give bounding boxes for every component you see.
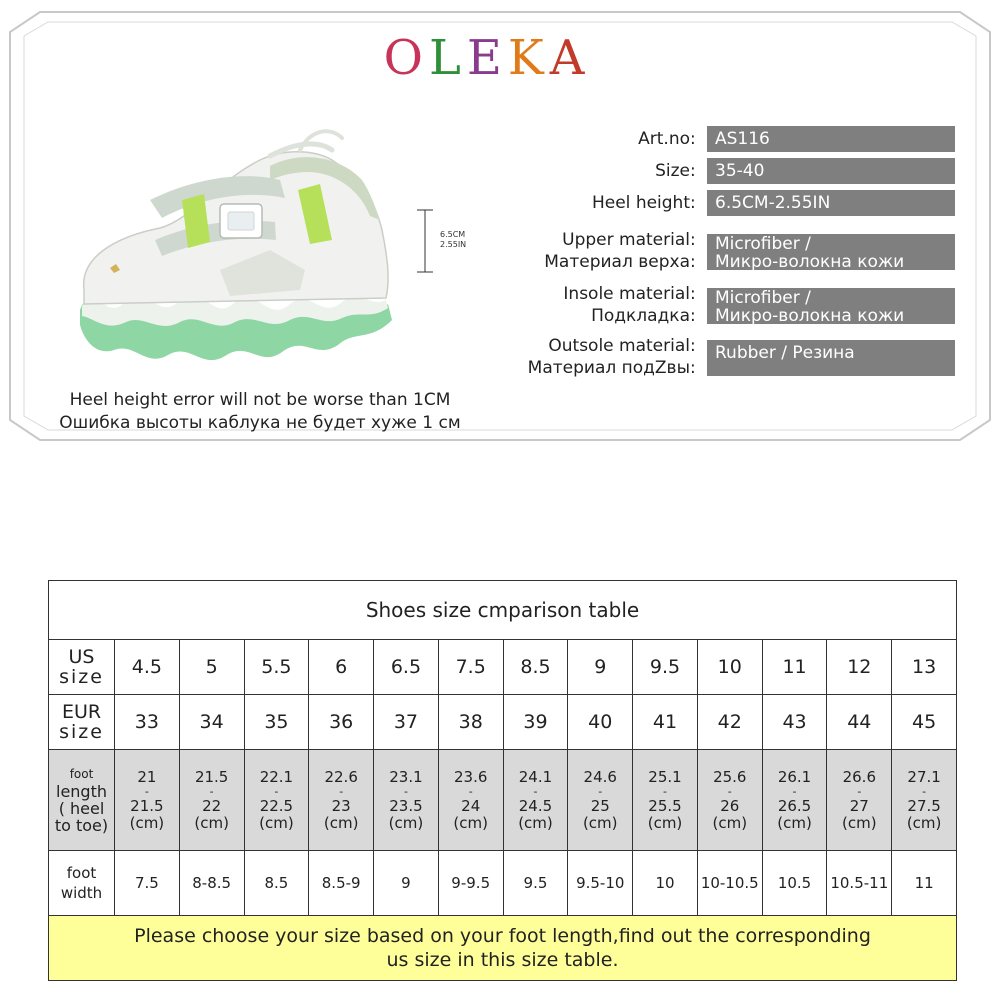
- spec-value-line: Микро-волокна кожи: [715, 306, 905, 326]
- foot-length-value: (cm): [842, 813, 877, 832]
- spec-colon: :: [690, 230, 696, 250]
- foot-length-cell: [762, 750, 827, 851]
- brand-logo: [372, 28, 602, 88]
- spec-value-line: Rubber / Резина: [715, 343, 855, 363]
- us-size-cell: 6.5: [374, 640, 439, 695]
- foot-length-value: (cm): [388, 813, 424, 832]
- us-size-cell: 9: [568, 640, 633, 695]
- eur-size-cell: 41: [633, 695, 698, 750]
- spec-value-line: Microfiber /: [715, 288, 811, 308]
- foot-width-cell: 11: [892, 851, 957, 916]
- us-size-cell: 10: [697, 640, 762, 695]
- foot-length-value: 23.5: [389, 796, 423, 815]
- foot-length-value: (cm): [259, 813, 294, 832]
- us-size-cell: 5.5: [244, 640, 309, 695]
- us-size-cell: 7.5: [438, 640, 503, 695]
- foot-length-value: (cm): [582, 813, 618, 832]
- foot-length-value: 27.5: [907, 796, 941, 815]
- foot-length-value: 25.6: [713, 767, 747, 786]
- spec-colon: :: [690, 306, 696, 326]
- spec-label: [544, 230, 690, 274]
- heel-error-note-en: Heel height error will not be worse than 1CM: [69, 390, 451, 410]
- foot-width-header: [49, 851, 115, 916]
- foot-length-cell: [633, 750, 698, 851]
- spec-label: [528, 336, 690, 380]
- us-size-row: [49, 640, 957, 695]
- foot-length-value: (cm): [518, 813, 553, 832]
- foot-length-cell: [309, 750, 374, 851]
- foot-length-value: 26.5: [777, 796, 812, 815]
- spec-colon: :: [690, 129, 696, 149]
- foot-length-cell: [438, 750, 503, 851]
- size-table-title: Shoes size cmparison table: [49, 581, 957, 640]
- foot-width-cell: 8.5-9: [309, 851, 374, 916]
- brand-logo-letter: A: [549, 30, 591, 86]
- spec-value-line: AS116: [715, 129, 770, 149]
- us-size-header: [49, 640, 115, 695]
- spec-value-box: [707, 234, 955, 270]
- us-size-cell: 9.5: [633, 640, 698, 695]
- heel-height-cm: 6.5CM: [440, 230, 466, 239]
- eur-size-row: [49, 695, 957, 750]
- spec-colon: :: [690, 193, 696, 213]
- spec-value-box: [707, 158, 955, 184]
- foot-length-value: -: [727, 784, 732, 798]
- foot-length-value: 23: [331, 796, 351, 815]
- us-size-cell: 5: [179, 640, 244, 695]
- spec-value-line: Microfiber /: [715, 234, 811, 254]
- foot-length-value: 27.1: [907, 767, 941, 786]
- size-advice-note: [49, 916, 957, 981]
- eur-size-cell: 36: [309, 695, 374, 750]
- foot-length-value: 25.1: [648, 767, 682, 786]
- foot-length-value: -: [403, 784, 408, 798]
- foot-width-cell: 9.5: [503, 851, 568, 916]
- us-size-header-line: US: [68, 646, 95, 668]
- us-size-cell: 8.5: [503, 640, 568, 695]
- spec-label-line: Материал подZвы: [527, 358, 690, 378]
- foot-length-value: 25: [590, 796, 610, 815]
- foot-length-value: 22: [202, 796, 222, 815]
- foot-length-cell: [115, 750, 180, 851]
- foot-length-header-line: to toe): [54, 816, 109, 835]
- eur-size-cell: 39: [503, 695, 568, 750]
- foot-length-value: 24: [461, 796, 481, 815]
- foot-length-value: (cm): [129, 813, 165, 832]
- foot-length-cell: [568, 750, 633, 851]
- foot-width-cell: 10.5-11: [827, 851, 892, 916]
- brand-logo-letter: K: [507, 30, 550, 86]
- foot-width-cell: 10: [633, 851, 698, 916]
- foot-width-header-line: width: [60, 884, 103, 902]
- foot-length-value: (cm): [647, 813, 683, 832]
- spec-label-line: Outsole material: [548, 336, 690, 356]
- foot-length-value: -: [468, 784, 473, 798]
- eur-size-cell: 34: [179, 695, 244, 750]
- foot-width-cell: 9: [374, 851, 439, 916]
- foot-width-header-line: foot: [66, 864, 97, 882]
- spec-value-box: [707, 126, 955, 152]
- us-size-cell: 6: [309, 640, 374, 695]
- spec-value-line: 35-40: [715, 161, 765, 181]
- spec-value-box: [707, 288, 955, 324]
- spec-colon: :: [690, 336, 696, 356]
- spec-label-line: Upper material: [562, 230, 690, 250]
- size-advice-line-1: Please choose your size based on your foot length,find out the corresponding: [134, 925, 871, 947]
- foot-length-value: 25.5: [648, 796, 682, 815]
- foot-length-row: [49, 750, 957, 851]
- foot-length-value: (cm): [712, 813, 748, 832]
- foot-length-value: -: [792, 784, 797, 798]
- eur-size-cell: 38: [438, 695, 503, 750]
- foot-length-value: 21: [137, 767, 157, 786]
- foot-length-value: (cm): [453, 813, 488, 832]
- spec-value-box: [707, 340, 955, 376]
- foot-length-cell: [179, 750, 244, 851]
- foot-width-cell: 8.5: [244, 851, 309, 916]
- spec-label: [655, 161, 690, 183]
- us-size-cell: 12: [827, 640, 892, 695]
- foot-length-value: 24.6: [583, 767, 617, 786]
- foot-length-value: -: [598, 784, 603, 798]
- spec-colon: :: [690, 161, 696, 181]
- eur-size-cell: 42: [697, 695, 762, 750]
- foot-length-value: 24.1: [518, 767, 553, 786]
- foot-width-cell: 9.5-10: [568, 851, 633, 916]
- spec-label-line: Insole material: [563, 284, 690, 304]
- foot-length-value: -: [533, 784, 538, 798]
- foot-length-value: 26: [720, 796, 740, 815]
- foot-length-cell: [503, 750, 568, 851]
- us-size-header-line: size: [59, 666, 104, 688]
- eur-size-cell: 37: [374, 695, 439, 750]
- size-advice-line-2: us size in this size table.: [386, 949, 619, 971]
- spec-label-line: Size: [655, 161, 690, 181]
- eur-size-cell: 43: [762, 695, 827, 750]
- foot-length-value: 22.5: [259, 796, 294, 815]
- foot-length-value: (cm): [906, 813, 942, 832]
- foot-length-value: 24.5: [518, 796, 553, 815]
- foot-length-value: 21.5: [194, 767, 229, 786]
- foot-length-value: 26.6: [842, 767, 876, 786]
- eur-size-header: [49, 695, 115, 750]
- foot-width-cell: 8-8.5: [179, 851, 244, 916]
- foot-length-value: 22.1: [259, 767, 294, 786]
- eur-size-cell: 40: [568, 695, 633, 750]
- foot-length-header: [49, 750, 115, 851]
- spec-colon: :: [690, 284, 696, 304]
- foot-width-cell: 10.5: [762, 851, 827, 916]
- foot-length-cell: [697, 750, 762, 851]
- foot-length-value: 23.1: [389, 767, 423, 786]
- foot-length-value: (cm): [194, 813, 229, 832]
- brand-logo-letter: O: [383, 30, 429, 86]
- foot-length-value: 27: [849, 796, 869, 815]
- foot-length-value: -: [274, 784, 279, 798]
- spec-label: [638, 129, 690, 151]
- heel-height-label: [440, 230, 466, 250]
- spec-label-line: Материал верха: [544, 252, 690, 272]
- eur-size-cell: 45: [892, 695, 957, 750]
- foot-length-value: 22.6: [324, 767, 358, 786]
- foot-length-header-line: length: [56, 782, 107, 801]
- foot-length-value: -: [339, 784, 344, 798]
- spec-label: [592, 193, 690, 215]
- foot-length-value: -: [922, 784, 927, 798]
- foot-length-cell: [827, 750, 892, 851]
- foot-length-cell: [374, 750, 439, 851]
- foot-length-value: 21.5: [130, 796, 164, 815]
- foot-width-cell: 9-9.5: [438, 851, 503, 916]
- foot-length-value: 23.6: [454, 767, 488, 786]
- foot-length-value: (cm): [323, 813, 359, 832]
- foot-length-value: 26.1: [777, 767, 812, 786]
- spec-label-line: Heel height: [591, 193, 690, 213]
- spec-value-line: 6.5CM-2.55IN: [715, 193, 831, 213]
- foot-length-value: -: [857, 784, 862, 798]
- foot-length-cell: [892, 750, 957, 851]
- us-size-cell: 11: [762, 640, 827, 695]
- brand-logo-letter: L: [428, 30, 467, 86]
- foot-width-cell: 10-10.5: [697, 851, 762, 916]
- foot-length-header-line: ( heel: [58, 799, 105, 818]
- us-size-cell: 4.5: [115, 640, 180, 695]
- spec-colon: :: [690, 252, 696, 272]
- spec-label: [563, 284, 690, 328]
- foot-length-value: (cm): [777, 813, 812, 832]
- spec-colon: :: [690, 358, 696, 378]
- brand-logo-letter: E: [466, 30, 508, 86]
- foot-length-value: -: [144, 784, 149, 798]
- foot-width-row: [49, 851, 957, 916]
- eur-size-cell: 33: [115, 695, 180, 750]
- foot-width-cell: 7.5: [115, 851, 180, 916]
- spec-value-line: Микро-волокна кожи: [715, 252, 905, 272]
- foot-length-header-line: foot: [69, 767, 94, 781]
- heel-error-note-ru: Ошибка высоты каблука не будет хуже 1 см: [59, 413, 461, 433]
- foot-length-value: -: [209, 784, 214, 798]
- spec-label-line: Art.no: [638, 129, 690, 149]
- us-size-cell: 13: [892, 640, 957, 695]
- eur-size-header-line: size: [59, 721, 104, 743]
- spec-label-line: Подкладка: [591, 306, 690, 326]
- eur-size-cell: 35: [244, 695, 309, 750]
- foot-length-cell: [244, 750, 309, 851]
- eur-size-cell: 44: [827, 695, 892, 750]
- product-card: [0, 0, 1000, 450]
- sneaker-image: [70, 120, 410, 365]
- foot-length-value: -: [663, 784, 667, 798]
- spec-value-box: [707, 190, 955, 216]
- heel-height-in: 2.55IN: [440, 240, 467, 249]
- eur-size-header-line: EUR: [61, 701, 102, 723]
- size-table: [48, 580, 956, 990]
